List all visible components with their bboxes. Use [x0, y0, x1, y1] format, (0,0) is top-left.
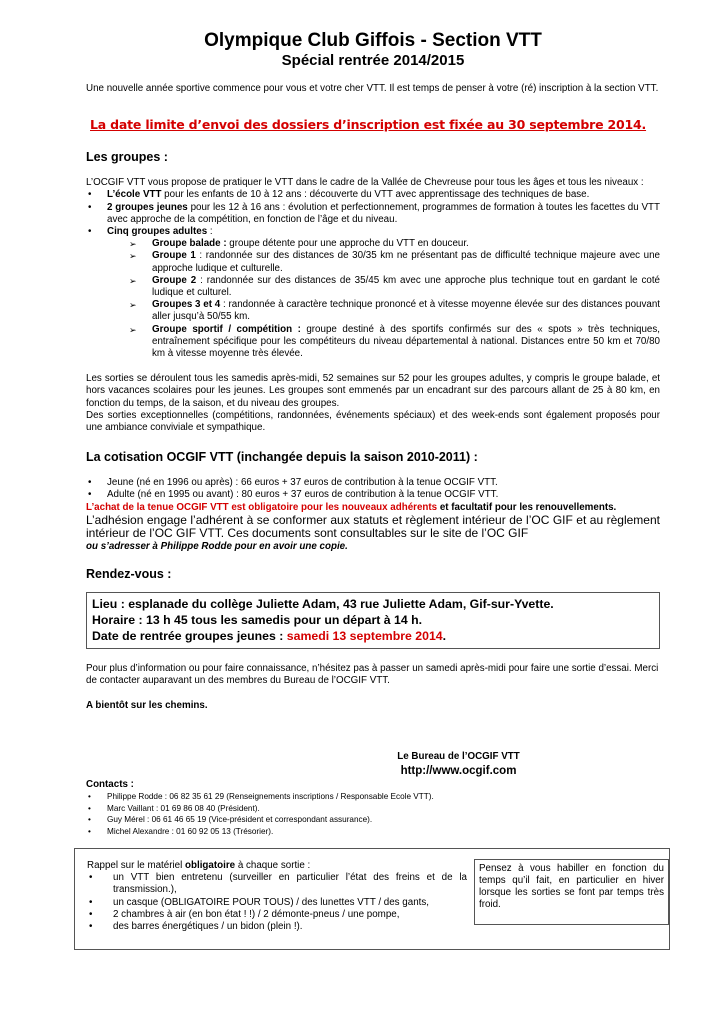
- sorties-extra-text: Des sorties exceptionnelles (compétitions, randonnées, événements spéciaux) et des week-ends sont également proposés pour une ambiance conviviale et sympathique.: [86, 409, 660, 434]
- contacts-section: [86, 779, 660, 837]
- groupes-intro: L’OCGIF VTT vous propose de pratiquer le VTT dans le cadre de la Vallée de Chevreuse pour tous les âges et tous les niveaux :: [86, 177, 644, 189]
- contact-item: • Michel Alexandre : 01 60 92 05 13 (Trésorier).: [86, 826, 660, 838]
- document-page: [86, 30, 660, 836]
- adhesion-text: L’adhésion engage l’adhérent à se conformer aux statuts et règlement intérieur de l’OC GIF et au règlement intérieur de l’OC GIF VTT. Ces documents sont consultables sur le site de l’OC GIF: [86, 512, 660, 541]
- list-item: • Adulte (né en 1995 ou avant) : 80 euros + 37 euros de contribution à la tenue OCGIF VTT.: [86, 489, 660, 501]
- materiel-intro: Rappel sur le matériel obligatoire à chaque sortie :: [87, 860, 311, 871]
- intro-text: Une nouvelle année sportive commence pour vous et votre cher VTT. Il est temps de penser à votre (ré) inscription à la section VTT.: [86, 83, 659, 94]
- item-text: groupe destiné à des sportifs confirmés sur des « spots » très techniques, entraînement spécifique pour les compétiteurs du niveau départemental à national. Distances entre 50 km et 70/80 km à vitesse moyenne très élevée.: [152, 323, 660, 360]
- item-label: Groupe 1: [152, 250, 196, 262]
- page-title: Olympique Club Giffois - Section VTT: [204, 30, 542, 51]
- cotisation-list: [86, 477, 660, 501]
- item-text: : randonnée sur des distances de 35/45 km avec une approche plus technique tout en gardant le coté ludique et culturel.: [152, 274, 660, 299]
- contacts-heading: Contacts :: [86, 779, 134, 790]
- closing-line: A bientôt sur les chemins.: [86, 700, 208, 712]
- rentree-date: samedi 13 septembre 2014: [286, 629, 443, 644]
- item-label: Groupe 2: [152, 274, 197, 286]
- item-text: : randonnée sur des distances de 30/35 km ne présentant pas de difficulté technique majeure avec une approche ludique et culturelle.: [152, 250, 660, 274]
- list-item: • un VTT bien entretenu (surveiller en particulier l’état des freins et de la transmission.),: [87, 872, 467, 896]
- list-item: [86, 238, 660, 250]
- signature-url[interactable]: http://www.ocgif.com: [400, 764, 517, 777]
- list-item: • 2 chambres à air (en bon état ! !) / 2 démonte-pneus / une pompe,: [87, 909, 467, 921]
- rendezvous-lieu: Lieu : esplanade du collège Juliette Adam, 43 rue Juliette Adam, Gif-sur-Yvette.: [92, 597, 554, 612]
- conseil-box: Pensez à vous habiller en fonction du temps qu’il fait, en particulier en hiver lorsque les sorties se font par temps très froid.: [474, 859, 669, 925]
- list-item: [86, 250, 660, 274]
- list-item: [86, 299, 660, 323]
- page-subtitle: Spécial rentrée 2014/2015: [281, 52, 465, 69]
- list-item: • Jeune (né en 1996 ou après) : 66 euros + 37 euros de contribution à la tenue OCGIF VTT.: [86, 477, 660, 489]
- cotisation-heading: La cotisation OCGIF VTT (inchangée depuis la saison 2010-2011) :: [86, 450, 478, 465]
- item-text: groupe détente pour une approche du VTT en douceur.: [226, 238, 469, 250]
- item-label: Groupes 3 et 4: [152, 299, 221, 311]
- rendezvous-heading: Rendez-vous :: [86, 567, 172, 582]
- item-label: Cinq groupes adultes: [107, 226, 208, 238]
- item-label: Groupe balade :: [152, 238, 227, 250]
- item-text: :: [207, 226, 213, 238]
- signature-bureau: Le Bureau de l’OCGIF VTT: [397, 751, 520, 762]
- signature: [386, 751, 531, 778]
- list-item: [86, 324, 660, 361]
- rendezvous-box: [86, 592, 660, 649]
- adhesion-note: ou s’adresser à Philippe Rodde pour en avoir une copie.: [86, 540, 348, 552]
- tenue-mandatory: L’achat de la tenue OCGIF VTT est obligatoire pour les nouveaux adhérents: [86, 501, 438, 513]
- list-item: • des barres énergétiques / un bidon (plein !).: [87, 921, 467, 933]
- materiel-list: [87, 872, 467, 933]
- item-label: Groupe sportif / compétition :: [152, 323, 301, 335]
- item-text: pour les 12 à 16 ans : évolution et perfectionnement, programmes de formation à toutes les facettes du VTT avec approche de la compétition, en fonction de l’âge et du niveau.: [107, 201, 660, 225]
- rendezvous-date: Date de rentrée groupes jeunes : samedi 13 septembre 2014.: [92, 629, 447, 644]
- groupes-list: [86, 189, 660, 238]
- contact-item: • Guy Mérel : 06 61 46 65 19 (Vice-président et correspondant assurance).: [86, 814, 660, 826]
- deadline-notice: La date limite d’envoi des dossiers d’inscription est fixée au 30 septembre 2014.: [90, 117, 647, 133]
- list-item: [86, 189, 660, 201]
- contact-item: • Philippe Rodde : 06 82 35 61 29 (Renseignements inscriptions / Responsable Ecole VTT).: [86, 791, 660, 803]
- item-text: : randonnée à caractère technique prononcé et à vitesse moyenne élevée sur des distances pouvant aller jusqu’à 50/55 km.: [152, 299, 660, 323]
- info-text: Pour plus d’information ou pour faire connaissance, n’hésitez pas à passer un samedi après-midi pour faire une sortie d’essai. Merci de contacter auparavant un des membres du Bureau de l’OCGIF VTT.: [86, 663, 659, 687]
- contact-item: • Marc Vaillant : 01 69 86 08 40 (Président).: [86, 803, 660, 815]
- adultes-list: [86, 238, 660, 360]
- list-item: • un casque (OBLIGATOIRE POUR TOUS) / des lunettes VTT / des gants,: [87, 897, 467, 909]
- list-item: [86, 202, 660, 226]
- item-label: 2 groupes jeunes: [107, 201, 188, 213]
- contacts-list: [86, 791, 660, 837]
- groupes-heading: Les groupes :: [86, 150, 168, 165]
- tenue-optional: et facultatif pour les renouvellements.: [437, 501, 617, 513]
- materiel-section: [87, 860, 467, 933]
- list-item: [86, 275, 660, 299]
- sorties-text: Les sorties se déroulent tous les samedis après-midi, 52 semaines sur 52 pour les groupes adultes, y compris le groupe balade, et hors vacances scolaires pour les jeunes. Les groupes sont emmenés par un encadrant sur des parcours allant de 25 à 80 km, en fonction du temps, de la saison, et du niveau des groupes.: [86, 373, 660, 409]
- list-item: [86, 226, 660, 238]
- item-text: pour les enfants de 10 à 12 ans : découverte du VTT avec apprentissage des techniques de base.: [161, 189, 590, 201]
- item-label: L’école VTT: [107, 189, 162, 201]
- rendezvous-horaire: Horaire : 13 h 45 tous les samedis pour un départ à 14 h.: [92, 613, 423, 628]
